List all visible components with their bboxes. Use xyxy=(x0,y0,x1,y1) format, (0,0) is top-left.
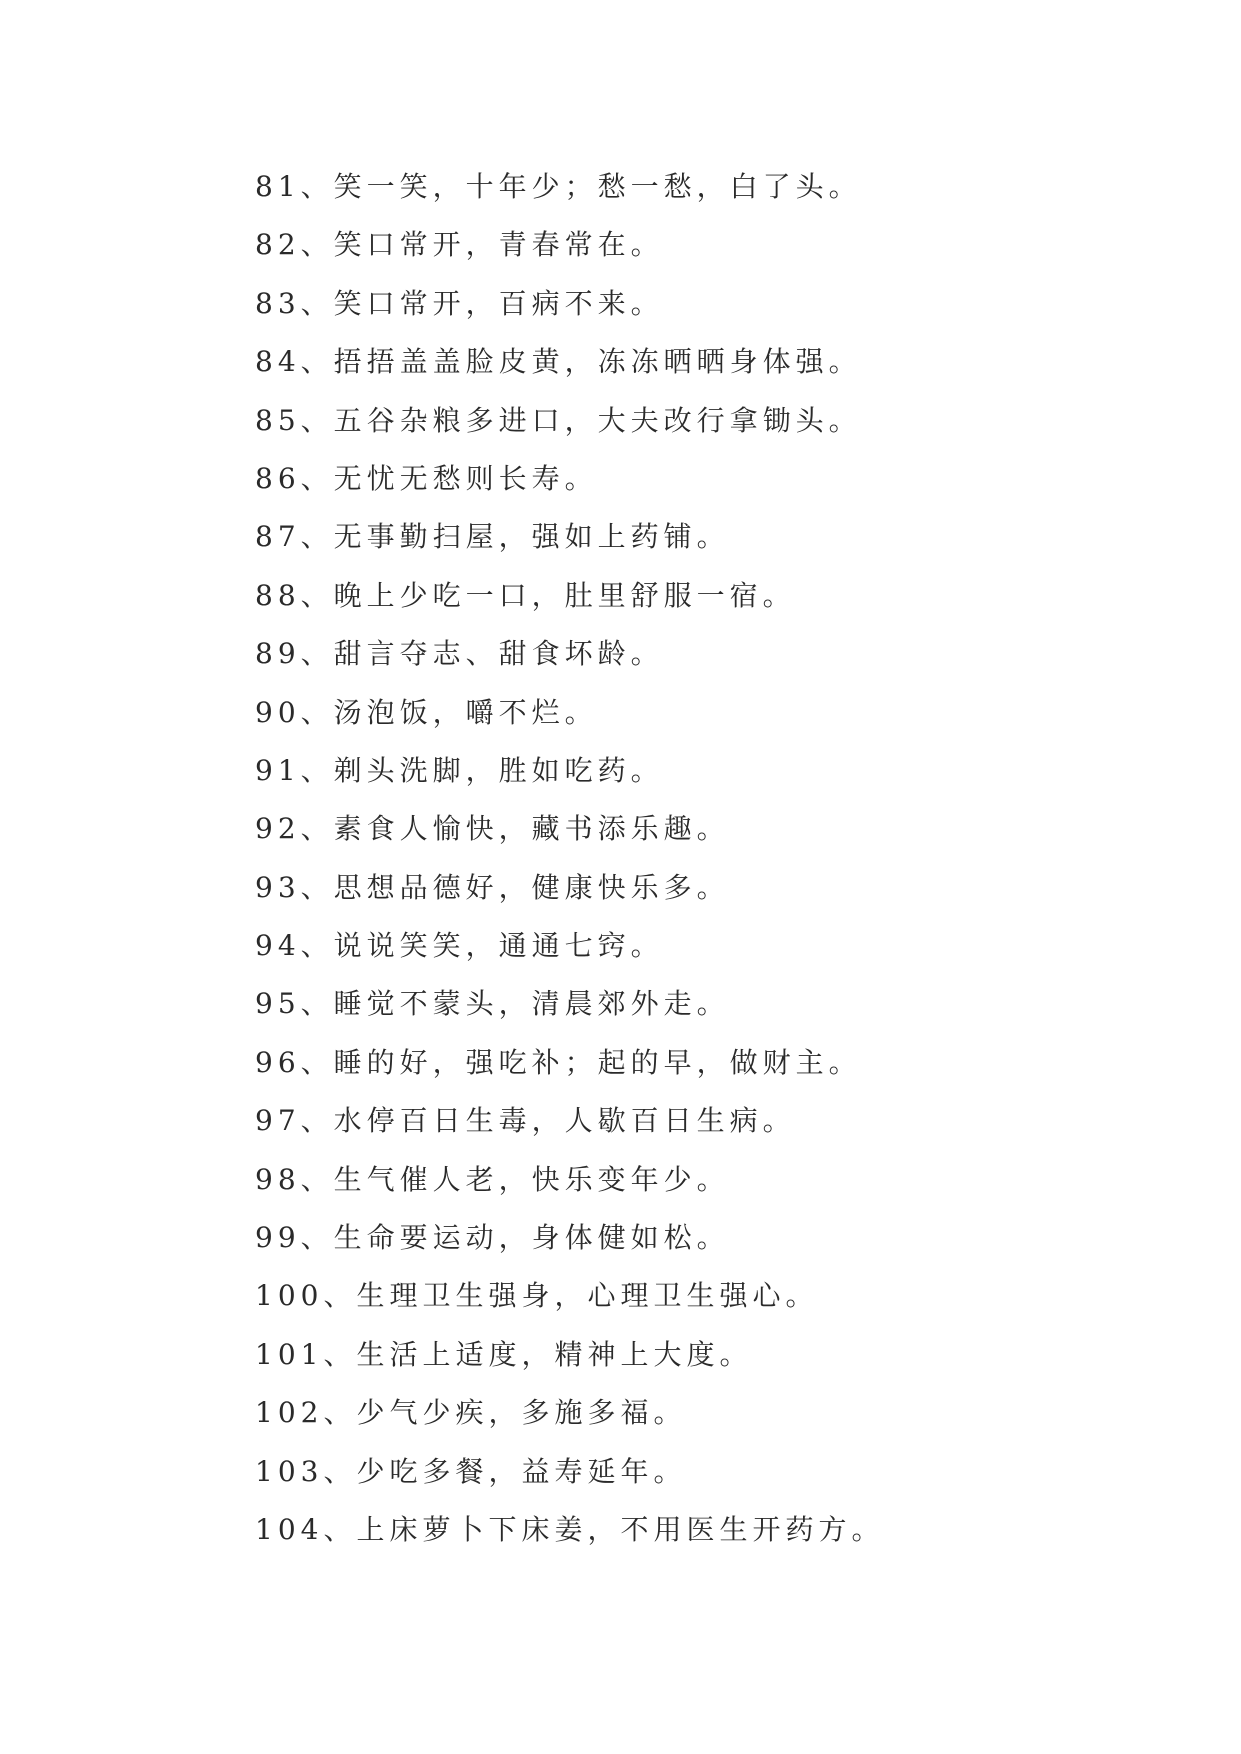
proverb-line: 88、晚上少吃一口，肚里舒服一宿。 xyxy=(255,578,796,612)
proverb-line: 85、五谷杂粮多进口，大夫改行拿锄头。 xyxy=(255,403,862,437)
proverb-list xyxy=(255,158,884,1559)
proverb-line: 92、素食人愉快，藏书添乐趣。 xyxy=(255,812,730,846)
proverb-line: 81、笑一笑，十年少；愁一愁，白了头。 xyxy=(255,170,862,203)
proverb-line: 86、无忧无愁则长寿。 xyxy=(255,461,598,495)
proverb-line: 89、甜言夺志、甜食坏龄。 xyxy=(255,637,664,671)
proverb-line: 93、思想品德好，健康快乐多。 xyxy=(255,870,730,904)
proverb-line: 83、笑口常开，百病不来。 xyxy=(255,286,664,320)
proverb-line: 84、捂捂盖盖脸皮黄，冻冻晒晒身体强。 xyxy=(255,345,862,379)
proverb-line: 102、少气少疾，多施多福。 xyxy=(255,1396,687,1430)
proverb-line: 82、笑口常开，青春常在。 xyxy=(255,228,664,262)
proverb-line: 87、无事勤扫屋，强如上药铺。 xyxy=(255,520,730,554)
proverb-line: 91、剃头洗脚，胜如吃药。 xyxy=(255,753,664,787)
proverb-line: 104、上床萝卜下床姜，不用医生开药方。 xyxy=(255,1512,885,1546)
proverb-line: 90、汤泡饭，嚼不烂。 xyxy=(255,695,598,729)
proverb-line: 101、生活上适度，精神上大度。 xyxy=(255,1337,753,1371)
proverb-line: 100、生理卫生强身，心理卫生强心。 xyxy=(255,1279,819,1313)
proverb-line: 97、水停百日生毒，人歇百日生病。 xyxy=(255,1104,796,1138)
proverb-line: 103、少吃多餐，益寿延年。 xyxy=(255,1454,687,1488)
proverb-line: 94、说说笑笑，通通七窍。 xyxy=(255,929,664,963)
proverb-line: 99、生命要运动，身体健如松。 xyxy=(255,1221,730,1255)
proverb-line: 95、睡觉不蒙头，清晨郊外走。 xyxy=(255,987,730,1021)
proverb-line: 96、睡的好，强吃补；起的早，做财主。 xyxy=(255,1045,862,1079)
proverb-line: 98、生气催人老，快乐变年少。 xyxy=(255,1162,730,1196)
